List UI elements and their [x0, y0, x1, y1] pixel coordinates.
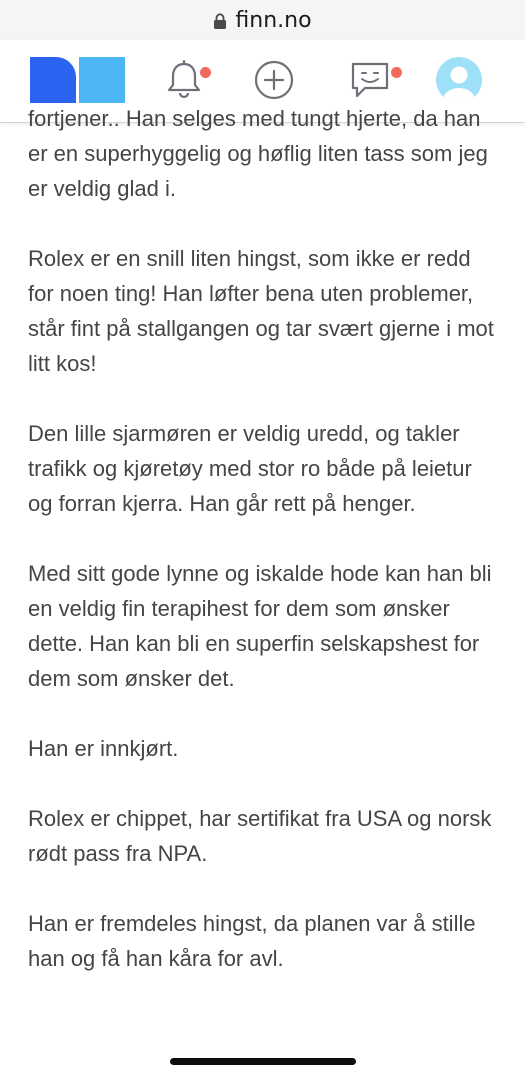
notifications-button[interactable] — [160, 56, 208, 104]
ad-description — [28, 106, 498, 1040]
lock-icon — [213, 13, 227, 29]
notification-dot — [200, 67, 211, 78]
chat-icon — [347, 58, 395, 102]
description-paragraph: Han er fremdeles hingst, da planen var å stille han og få han kåra for avl. — [28, 911, 476, 971]
messages-button[interactable] — [343, 56, 399, 104]
message-dot — [391, 67, 402, 78]
description-paragraph: Rolex er en snill liten hingst, som ikke er redd for noen ting! Han løfter bena uten problemer, står fint på stallgangen og tar svært gjerne i mot litt kos! — [28, 246, 494, 376]
finn-logo-icon[interactable] — [30, 56, 125, 104]
bell-icon — [162, 58, 206, 102]
description-paragraph: Med sitt gode lynne og iskalde hode kan han bli en veldig fin terapihest for dem som ønsker dette. Han kan bli en superfin selskapshest for dem som ønsker det. — [28, 561, 492, 691]
description-paragraph: Rolex er chippet, har sertifikat fra USA og norsk rødt pass fra NPA. — [28, 806, 492, 866]
user-avatar-icon — [435, 56, 483, 104]
description-paragraph: Den lille sjarmøren er veldig uredd, og takler trafikk og kjøretøy med stor ro både på leietur og forran kjerra. Han går rett på henger. — [28, 421, 472, 516]
finn-logo-mark — [30, 57, 125, 103]
home-indicator[interactable] — [170, 1058, 356, 1065]
address-bar[interactable] — [0, 0, 525, 40]
url-text: finn.no — [235, 7, 312, 33]
profile-button[interactable] — [434, 56, 484, 104]
new-ad-button[interactable] — [250, 56, 298, 104]
description-paragraph: fortjener.. Han selges med tungt hjerte, da han er en superhyggelig og høflig liten tass som jeg er veldig glad i. — [28, 106, 488, 201]
plus-circle-icon — [252, 58, 296, 102]
description-paragraph: Han er innkjørt. — [28, 736, 179, 761]
